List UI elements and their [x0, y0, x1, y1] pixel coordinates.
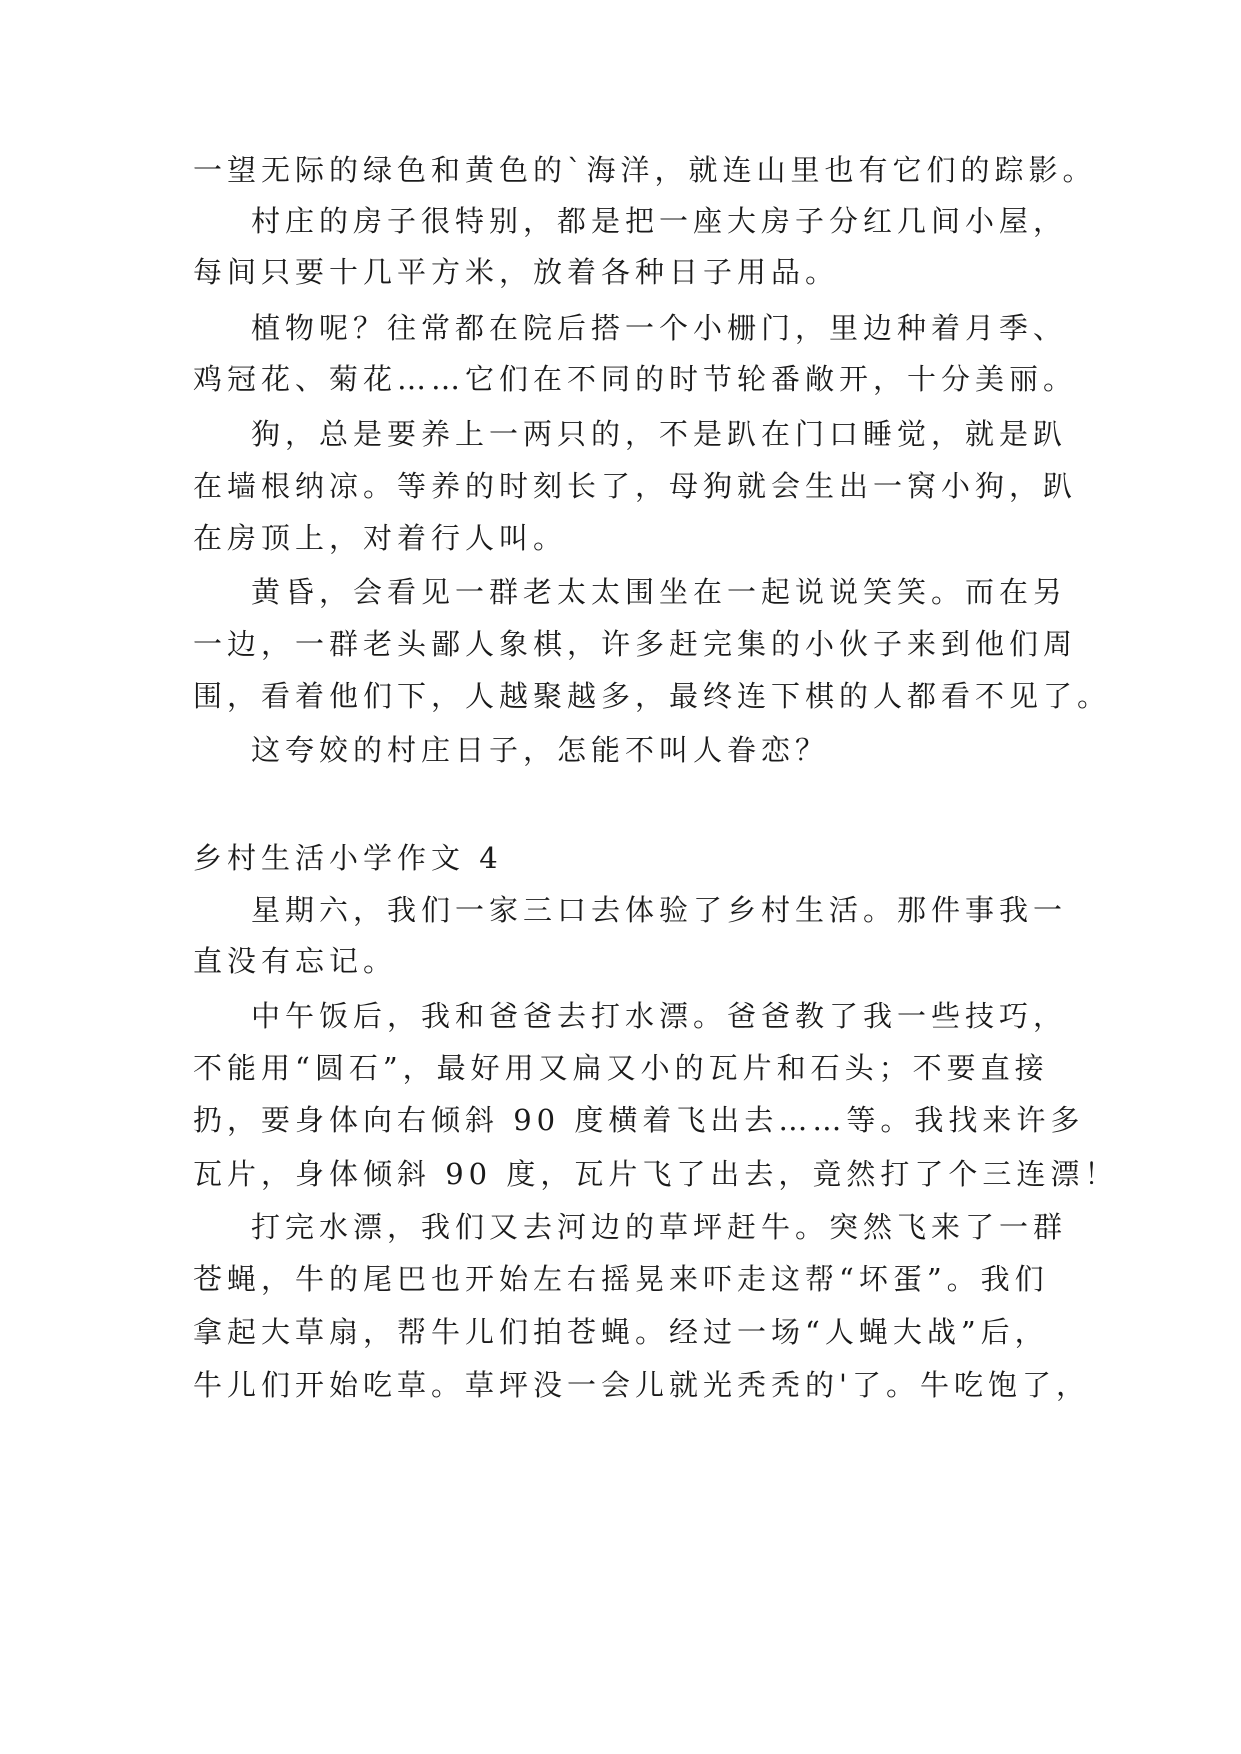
text-line: 苍蝇，牛的尾巴也开始左右摇晃来吓走这帮“坏蛋”。我们	[193, 1262, 1049, 1296]
text-line: 一边，一群老头鄙人象棋，许多赶完集的小伙子来到他们周	[193, 627, 1078, 661]
text-line: 直没有忘记。	[193, 944, 398, 978]
text-line: 一望无际的绿色和黄色的`海洋，就连山里也有它们的踪影。	[193, 153, 1097, 187]
text-line: 围，看着他们下，人越聚越多，最终连下棋的人都看不见了。	[193, 679, 1112, 713]
paragraph-start: 中午饭后，我和爸爸去打水漂。爸爸教了我一些技巧，	[251, 999, 1068, 1033]
text-line: 每间只要十几平方米，放着各种日子用品。	[193, 255, 840, 289]
text-line: 瓦片，身体倾斜 90 度，瓦片飞了出去，竟然打了个三连漂！	[193, 1157, 1119, 1191]
paragraph-start: 村庄的房子很特别，都是把一座大房子分红几间小屋，	[251, 204, 1068, 238]
paragraph-start: 这夸姣的村庄日子，怎能不叫人眷恋？	[251, 733, 830, 767]
text-line: 鸡冠花、菊花……它们在不同的时节轮番敞开，十分美丽。	[193, 362, 1078, 396]
text-line: 在房顶上，对着行人叫。	[193, 521, 568, 555]
paragraph-start: 植物呢？往常都在院后搭一个小栅门，里边种着月季、	[251, 311, 1068, 345]
paragraph-start: 星期六，我们一家三口去体验了乡村生活。那件事我一	[251, 893, 1068, 927]
text-line: 不能用“圆石”，最好用又扁又小的瓦片和石头；不要直接	[193, 1051, 1049, 1085]
paragraph-start: 打完水漂，我们又去河边的草坪赶牛。突然飞来了一群	[251, 1210, 1068, 1244]
section-heading: 乡村生活小学作文 4	[193, 841, 503, 875]
text-line: 拿起大草扇，帮牛儿们拍苍蝇。经过一场“人蝇大战”后，	[193, 1315, 1049, 1349]
text-line: 在墙根纳凉。等养的时刻长了，母狗就会生出一窝小狗，趴	[193, 469, 1078, 503]
paragraph-start: 黄昏，会看见一群老太太围坐在一起说说笑笑。而在另	[251, 575, 1068, 609]
text-line: 扔，要身体向右倾斜 90 度横着飞出去……等。我找来许多	[193, 1103, 1085, 1137]
text-line: 牛儿们开始吃草。草坪没一会儿就光秃秃的'了。牛吃饱了，	[193, 1368, 1090, 1402]
paragraph-start: 狗，总是要养上一两只的，不是趴在门口睡觉，就是趴	[251, 417, 1068, 451]
